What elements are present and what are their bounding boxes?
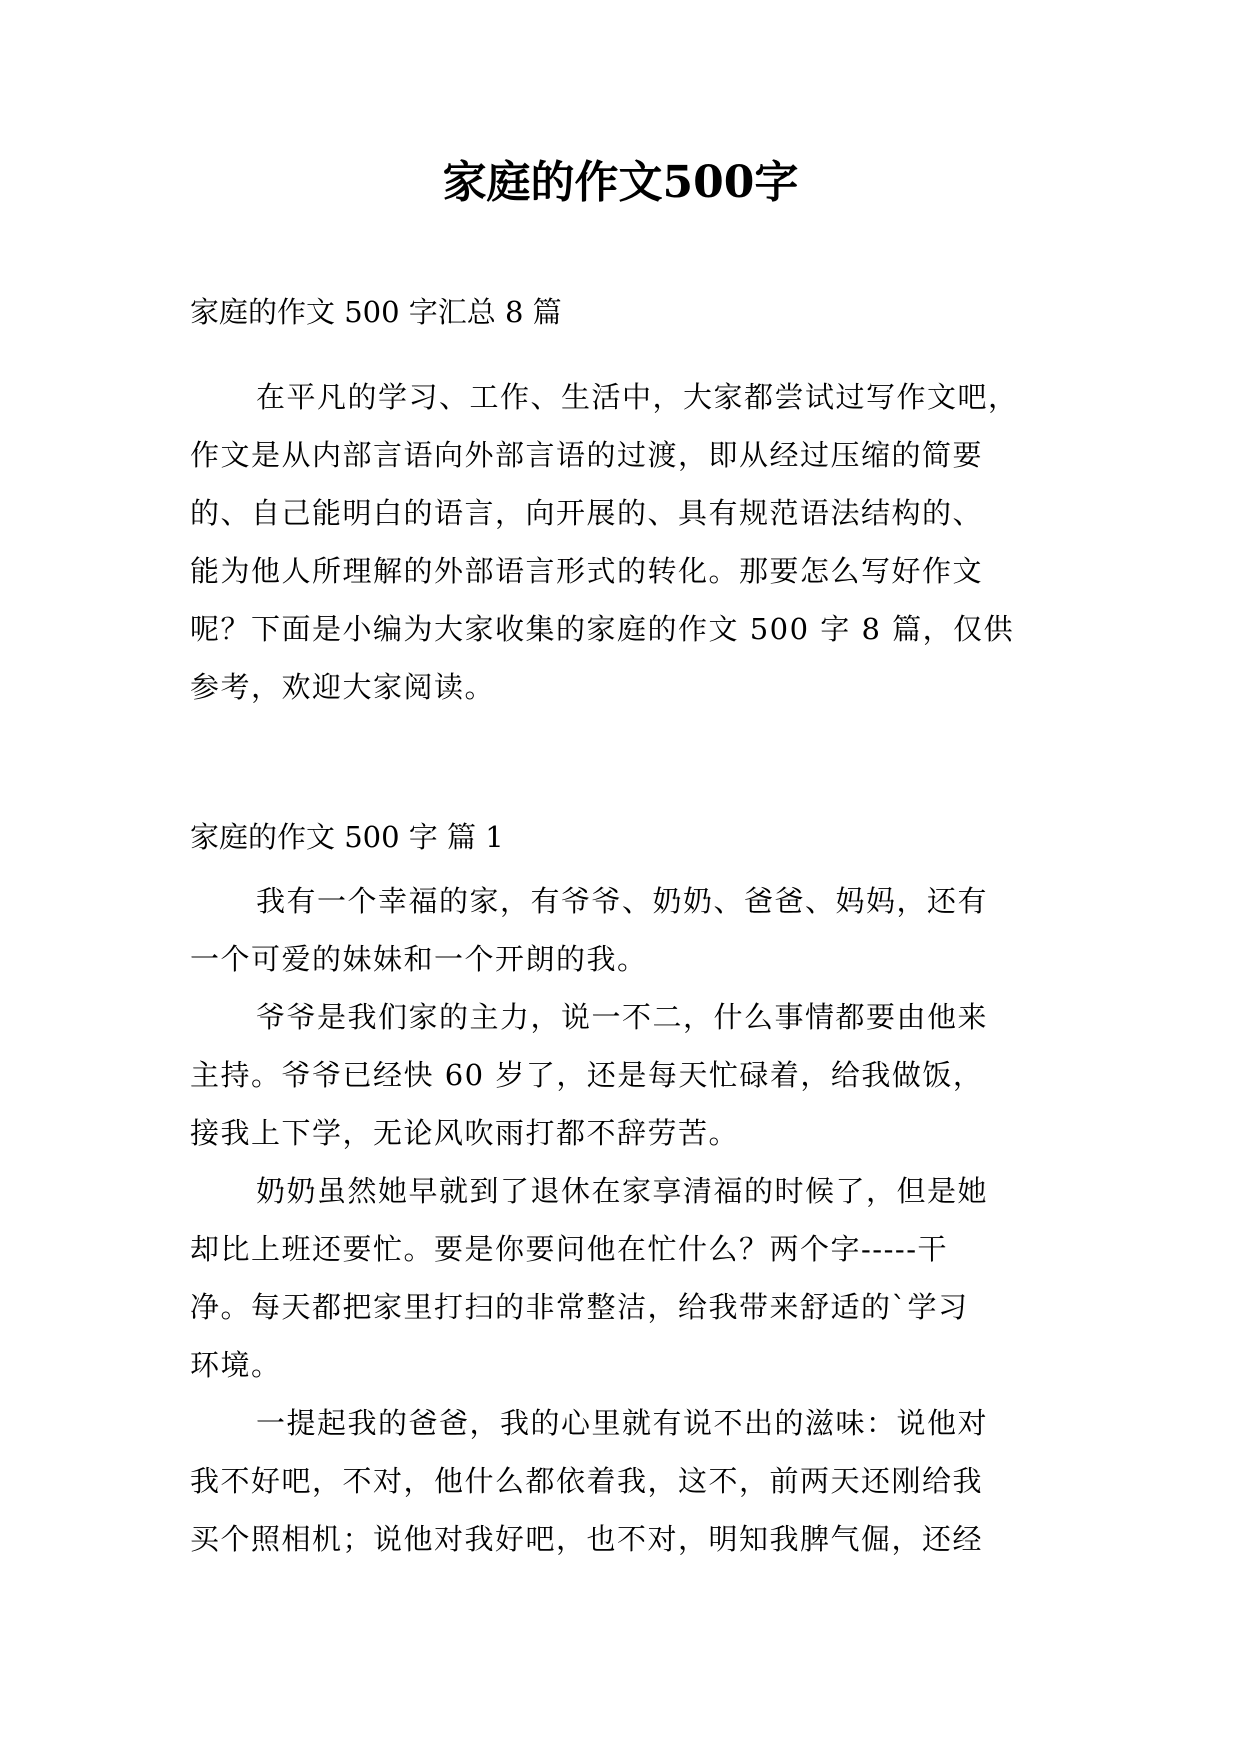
intro-line: 的、自己能明白的语言，向开展的、具有规范语法结构的、 xyxy=(190,496,984,530)
essay-line: 净。每天都把家里打扫的非常整洁，给我带来舒适的`学习 xyxy=(190,1290,969,1324)
essay-body xyxy=(190,872,1090,1568)
intro-paragraph xyxy=(190,368,1090,716)
essay-line: 我有一个幸福的家，有爷爷、奶奶、爸爸、妈妈，还有 xyxy=(256,884,989,918)
essay-line: 一提起我的爸爸，我的心里就有说不出的滋味：说他对 xyxy=(256,1406,989,1440)
page-title: 家庭的作文500字 xyxy=(442,157,799,208)
document-subtitle: 家庭的作文 500 字汇总 8 篇 xyxy=(190,295,562,329)
intro-line: 参考，欢迎大家阅读。 xyxy=(190,670,496,704)
intro-line: 在平凡的学习、工作、生活中，大家都尝试过写作文吧， xyxy=(256,380,1019,414)
essay-line: 一个可爱的妹妹和一个开朗的我。 xyxy=(190,942,648,976)
essay-line: 爷爷是我们家的主力，说一不二，什么事情都要由他来 xyxy=(256,1000,989,1034)
essay-line: 接我上下学，无论风吹雨打都不辞劳苦。 xyxy=(190,1116,740,1150)
essay-line: 却比上班还要忙。要是你要问他在忙什么？两个字-----干 xyxy=(190,1232,948,1266)
intro-line: 呢？下面是小编为大家收集的家庭的作文 500 字 8 篇，仅供 xyxy=(190,612,1015,646)
essay-line: 奶奶虽然她早就到了退休在家享清福的时候了，但是她 xyxy=(256,1174,989,1208)
essay-line: 主持。爷爷已经快 60 岁了，还是每天忙碌着，给我做饭， xyxy=(190,1058,984,1092)
essay-line: 我不好吧，不对，他什么都依着我，这不，前两天还刚给我 xyxy=(190,1464,984,1498)
section-heading: 家庭的作文 500 字 篇 1 xyxy=(190,820,504,854)
essay-line: 环境。 xyxy=(190,1348,282,1382)
intro-line: 能为他人所理解的外部语言形式的转化。那要怎么写好作文 xyxy=(190,554,984,588)
intro-line: 作文是从内部言语向外部言语的过渡，即从经过压缩的简要 xyxy=(190,438,984,472)
essay-line: 买个照相机；说他对我好吧，也不对，明知我脾气倔，还经 xyxy=(190,1522,984,1556)
